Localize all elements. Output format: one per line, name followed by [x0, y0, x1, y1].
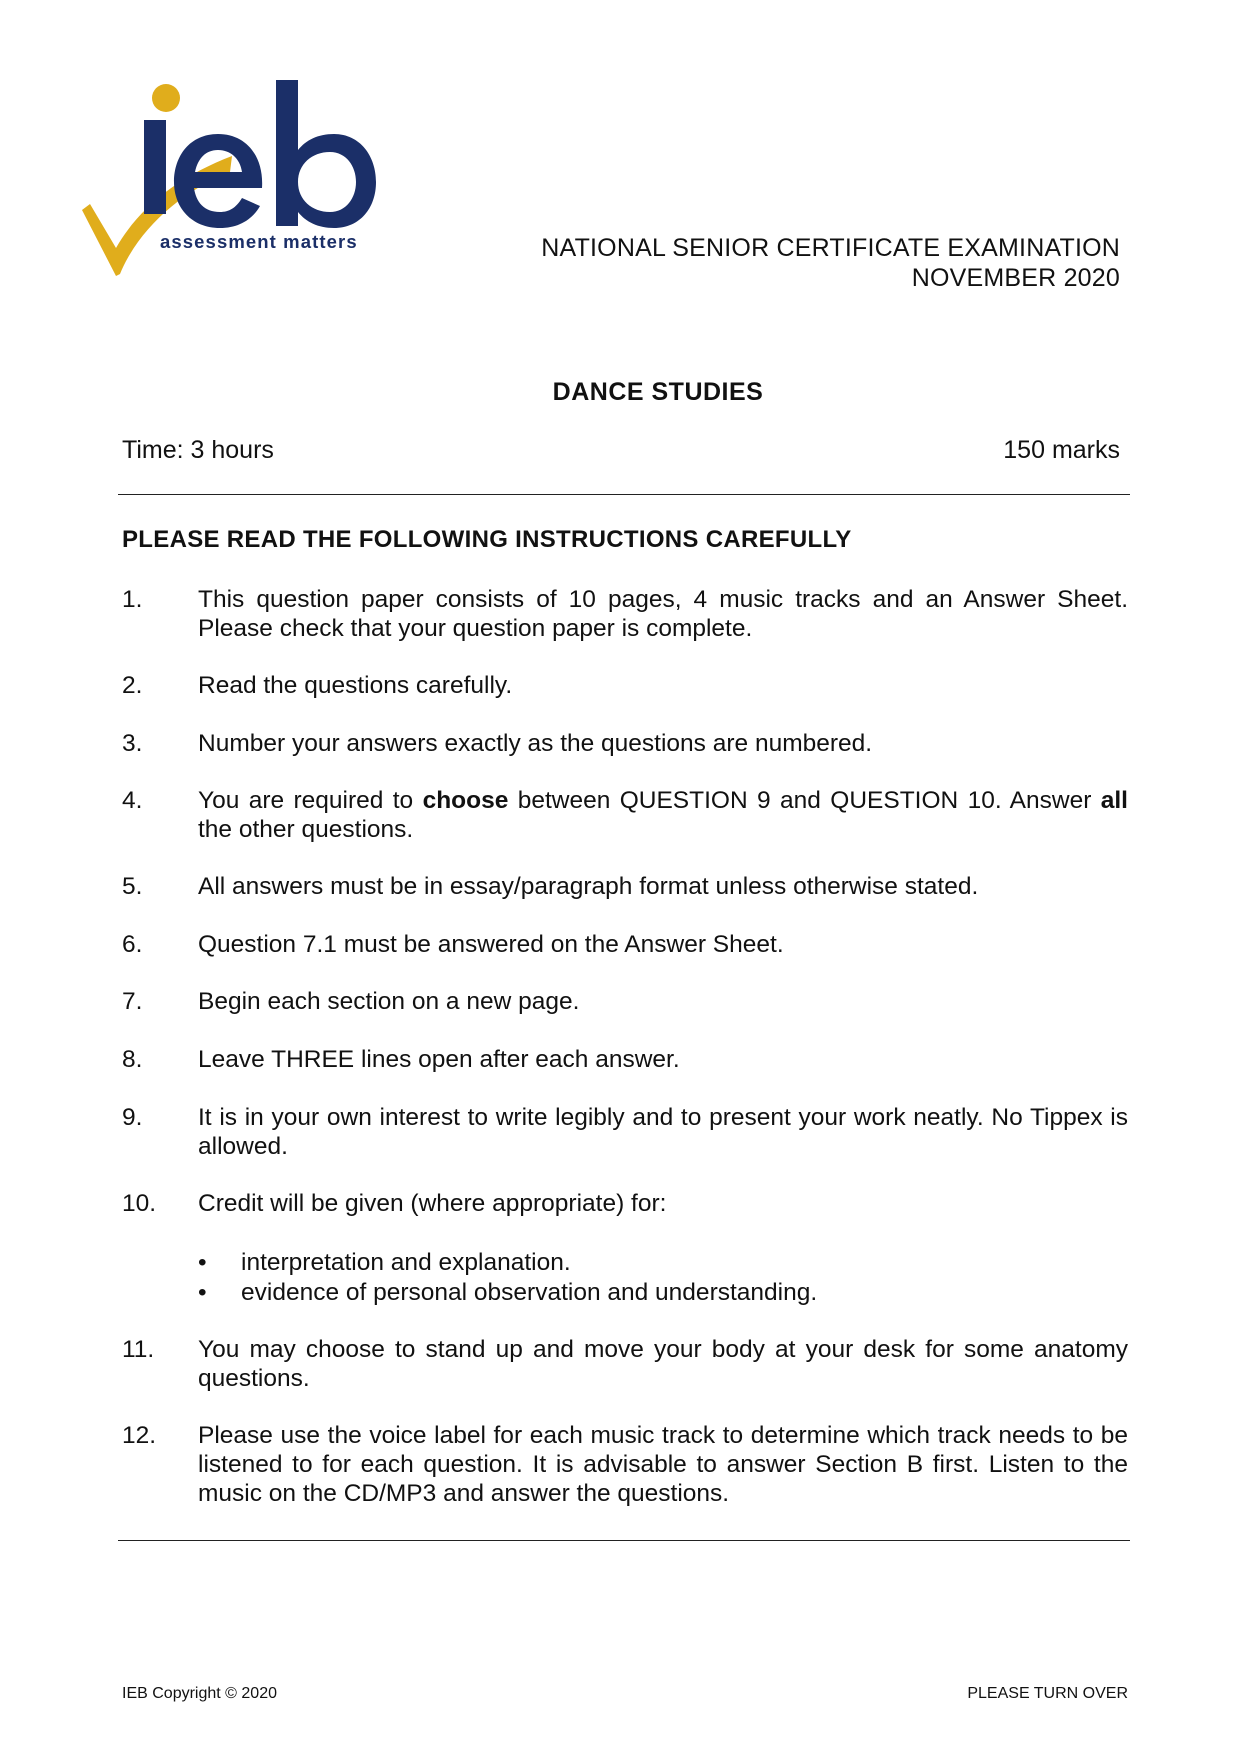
ieb-logo-graphic: [80, 80, 430, 310]
instruction-emphasis: all: [1100, 787, 1128, 814]
instruction-text-part: between QUESTION 9 and QUESTION 10. Answer: [508, 787, 1101, 814]
instruction-item: [122, 729, 1128, 758]
instruction-number: 5.: [122, 873, 143, 900]
instruction-emphasis: choose: [422, 787, 509, 814]
instruction-text: Number your answers exactly as the questions are numbered.: [198, 730, 873, 757]
instruction-item: [122, 930, 1128, 959]
instruction-text: You may choose to stand up and move your body at your desk for some anatomy questions.: [198, 1336, 1128, 1392]
instruction-text-part: the other questions.: [198, 816, 414, 843]
exam-header: [541, 233, 1120, 293]
time-label: Time: 3 hours: [122, 436, 274, 464]
instruction-item: [122, 1189, 1128, 1218]
instruction-number: 6.: [122, 931, 143, 958]
instruction-number: 8.: [122, 1046, 143, 1073]
instruction-text: Credit will be given (where appropriate) for:: [198, 1190, 667, 1217]
list-item: [198, 1248, 1128, 1278]
instruction-number: 12.: [122, 1422, 157, 1449]
instruction-item: [122, 872, 1128, 901]
instruction-item: [122, 786, 1128, 844]
top-divider: [118, 494, 1130, 495]
credit-bullet-list: [198, 1248, 1128, 1308]
instruction-text: Please use the voice label for each music track to determine which track needs to be listened to for each question. It is advisable to answer Section B first. Listen to the music on the CD/MP3 and answer the questions.: [198, 1422, 1128, 1507]
bullet-icon: •: [198, 1279, 207, 1306]
bullet-text: interpretation and explanation.: [241, 1249, 571, 1276]
instruction-number: 2.: [122, 672, 143, 699]
bottom-divider: [118, 1540, 1130, 1541]
instruction-item: [122, 1045, 1128, 1074]
instruction-number: 3.: [122, 730, 143, 757]
instruction-text: Begin each section on a new page.: [198, 988, 580, 1015]
instruction-text-part: You are required to: [198, 787, 423, 814]
instruction-item: [122, 585, 1128, 643]
instruction-item: [122, 1103, 1128, 1161]
instruction-text: [198, 786, 1128, 844]
instruction-number: 10.: [122, 1190, 157, 1217]
instruction-text: Read the questions carefully.: [198, 672, 513, 699]
instruction-number: 7.: [122, 988, 143, 1015]
marks-label: 150 marks: [1003, 436, 1120, 464]
turn-over-footer: PLEASE TURN OVER: [967, 1685, 1128, 1702]
instructions-heading: PLEASE READ THE FOLLOWING INSTRUCTIONS CAREFULLY: [122, 526, 852, 553]
ieb-logo: [80, 80, 430, 310]
exam-title: NATIONAL SENIOR CERTIFICATE EXAMINATION: [541, 234, 1120, 262]
exam-date: NOVEMBER 2020: [911, 264, 1120, 292]
instruction-item: [122, 1335, 1128, 1393]
logo-tagline: assessment matters: [160, 231, 358, 252]
copyright-footer: IEB Copyright © 2020: [122, 1685, 277, 1702]
instruction-text: Leave THREE lines open after each answer.: [198, 1046, 680, 1073]
instruction-number: 1.: [122, 586, 143, 613]
subject-title: DANCE STUDIES: [552, 378, 764, 406]
bullet-text: evidence of personal observation and understanding.: [241, 1279, 818, 1306]
instruction-text: This question paper consists of 10 pages, 4 music tracks and an Answer Sheet. Please check that your question paper is complete.: [198, 586, 1128, 642]
instruction-number: 4.: [122, 787, 143, 814]
instruction-item: [122, 987, 1128, 1016]
instruction-item: [122, 1421, 1128, 1508]
list-item: [198, 1278, 1128, 1308]
bullet-icon: •: [198, 1249, 207, 1276]
instruction-text: All answers must be in essay/paragraph format unless otherwise stated.: [198, 873, 979, 900]
instruction-number: 9.: [122, 1104, 143, 1131]
instruction-text: It is in your own interest to write legibly and to present your work neatly. No Tippex is allowed.: [198, 1104, 1128, 1160]
instruction-item: [122, 671, 1128, 700]
instruction-number: 11.: [122, 1336, 155, 1363]
instruction-text: Question 7.1 must be answered on the Answer Sheet.: [198, 931, 784, 958]
